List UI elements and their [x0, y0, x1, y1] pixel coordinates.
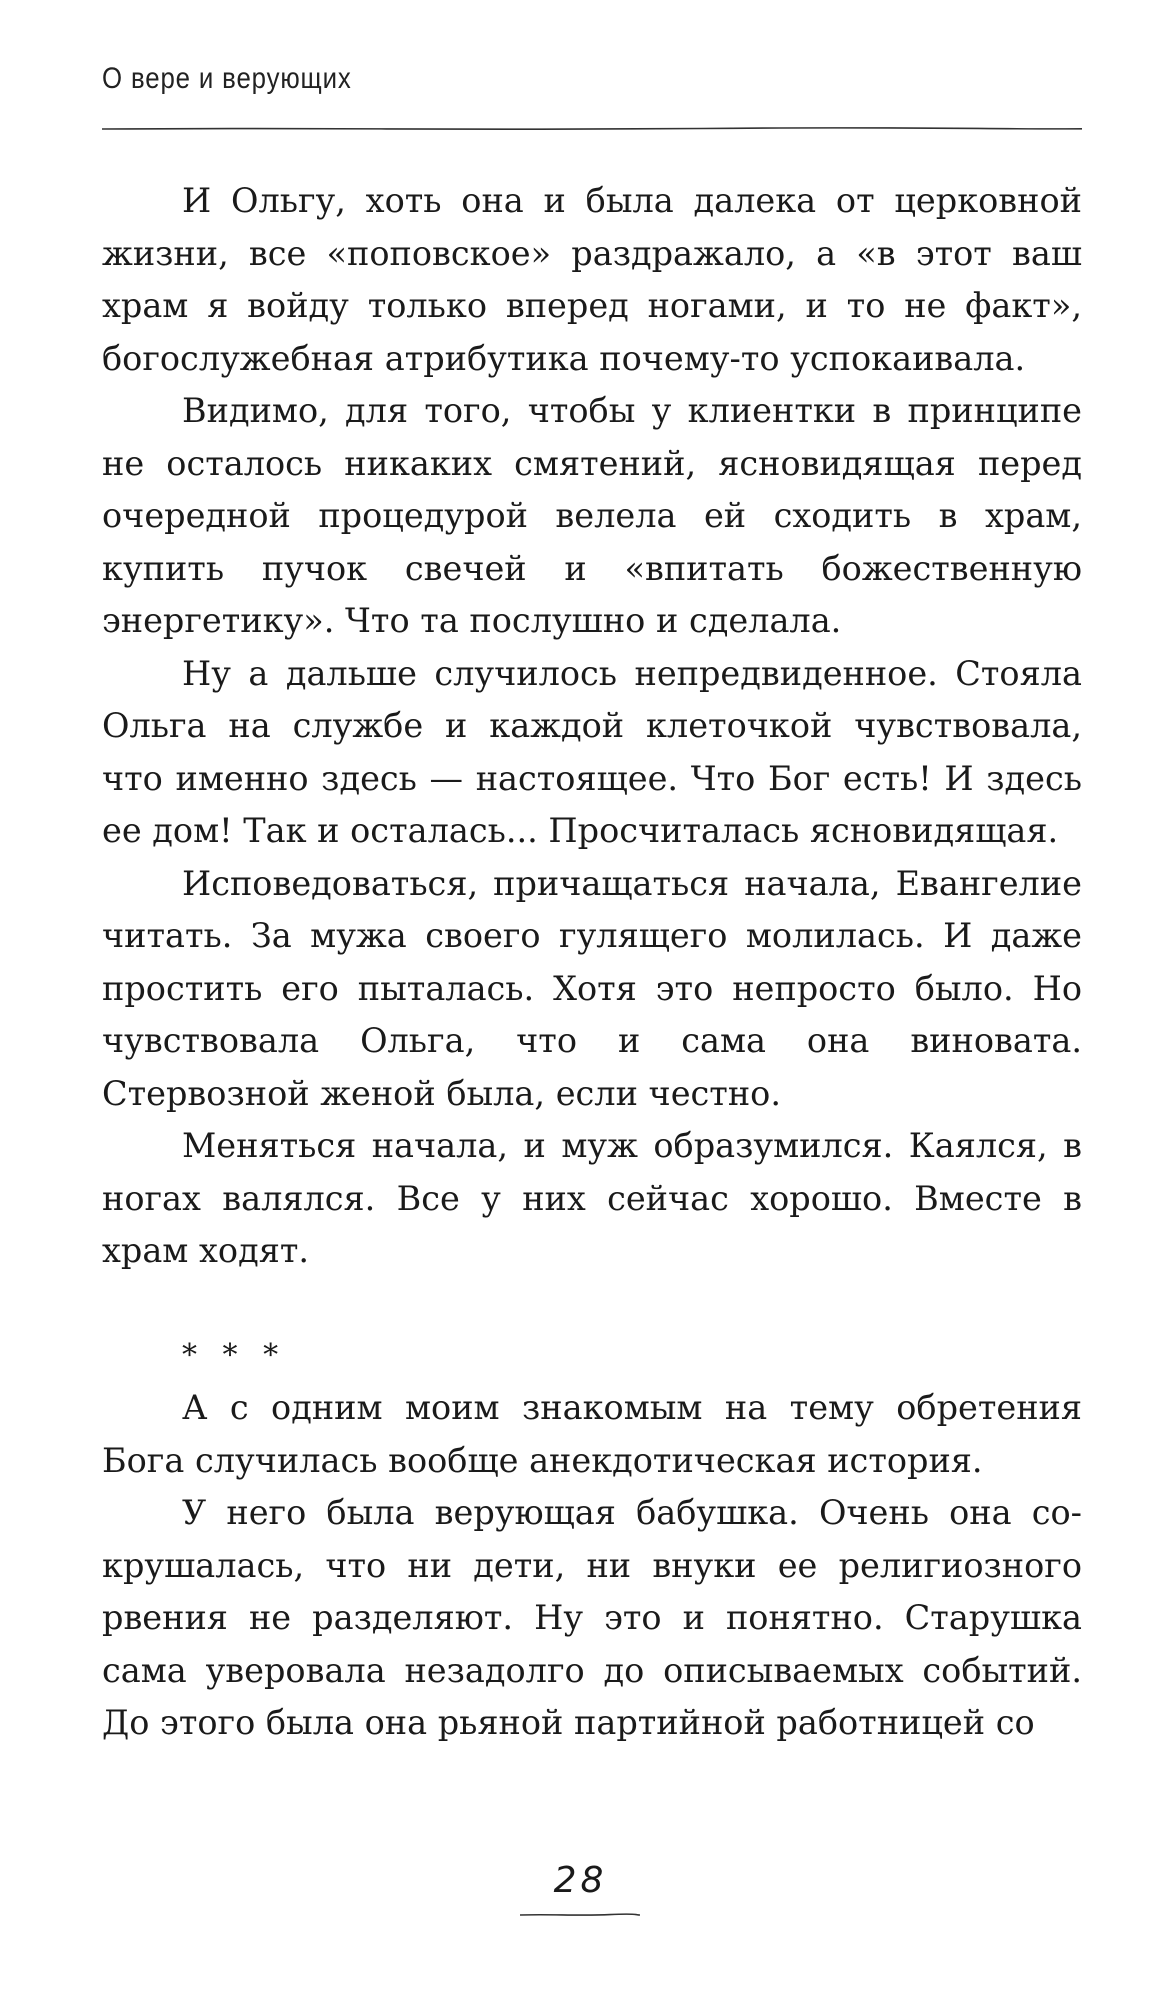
paragraph: Исповедоваться, причащаться начала, Евангелие читать. За мужа своего гулящего молилась. И даже простить его пыталась. Хотя это непросто было. Но чувствовала Ольга, что и сама она виновата. Стервозной женой была, если честно. — [102, 863, 1082, 1113]
page-number: 28 — [553, 1860, 608, 1901]
body-text — [102, 175, 1082, 1750]
paragraph: Ну а дальше случилось непредвиденное. Стояла Ольга на службе и каждой клеточкой чувствовала, что именно здесь — настоящее. Что Бог есть! И здесь ее дом! Так и осталась... Просчиталась ясновидящая. — [102, 653, 1082, 850]
footer-rule — [520, 1912, 640, 1918]
paragraph: А с одним моим знакомым на тему обретения Бога случилась вообще анекдотическая история. — [102, 1388, 1082, 1480]
paragraph: Видимо, для того, чтобы у клиентки в принципе не осталось никаких смятений, ясновидящая перед очередной процедурой велела ей сходить в храм, купить пучок свечей и «впитать божественную энергетику». Что та послушно и сделала. — [102, 391, 1082, 640]
section-separator: * * * — [182, 1337, 287, 1373]
paragraph: Меняться начала, и муж образумился. Каялся, в ногах валялся. Все у них сейчас хорошо. Вместе в храм ходят. — [102, 1126, 1082, 1270]
paragraph: И Ольгу, хоть она и была далека от церковной жизни, все «поповское» раздражало, а «в этот ваш храм я войду только вперед ногами, и то не факт», богослужебная атрибутика почему-то успокаивала. — [102, 181, 1082, 378]
paragraph: У него была верующая бабушка. Очень она сокрушалась, что ни дети, ни внуки ее религиозного рвения не разделяют. Ну это и понятно. Старушка сама уверовала незадолго до описываемых событий. До этого была она рьяной партийной работницей со — [102, 1493, 1082, 1742]
header-rule — [102, 126, 1082, 132]
running-title: О вере и верующих — [102, 62, 352, 95]
